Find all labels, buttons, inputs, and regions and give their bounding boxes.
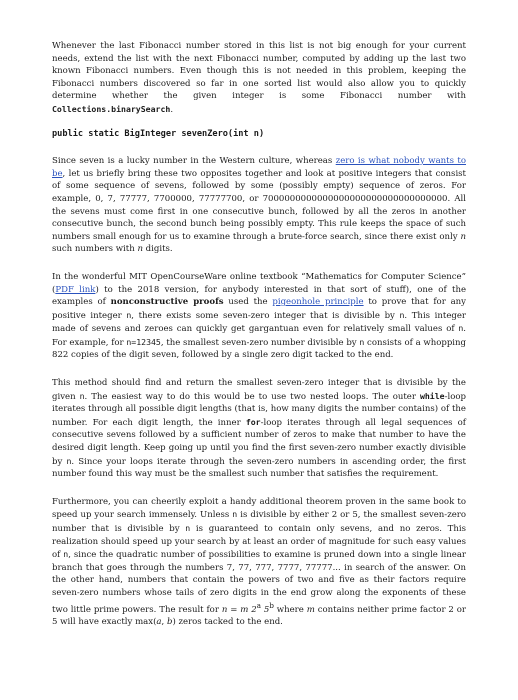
link-pigeonhole-principle[interactable]: pigeonhole principle [272, 297, 364, 308]
paragraph-theorem-speedup: Furthermore, you can cheerily exploit a handy additional theorem proven in the same book to speed up your search immensely. Unless n is divisible by either 2 or 5, the smallest seven-zero number that is divisible by n is guaranteed to contain only sevens, and no zeros. This realization should speed up your search by at least an order of magnitude for such easy values of n, since the quadratic number of possibilities to examine is pruned down into a single linear branch that goes through the numbers 7, 77, 777, 7777, 77777... in search of the answer. On the other hand, numbers that contain the powers of two and five as their factors require seven-zero numbers whose tails of zero digits in the end grow along the exponents of these two little prime powers. The result for n = m 2$^a$ 5$^b$ where m contains neither prime factor 2 or 5 will have exactly max(a, b) zeros tacked to the end. [52, 496, 467, 627]
link-zero-is-what-nobody-wants[interactable]: zero is what nobody wants to be [52, 156, 466, 179]
method-signature: public static BigInteger sevenZero(int n) [52, 128, 265, 139]
paragraph-lucky-seven: Since seven is a lucky number in the Western culture, whereas zero is what nobody wants to be, let us briefly bring these two opposites together and look at positive integers that consist of some sequence of sevens, followed by some (possibly empty) sequence of zeros. For example, 0, 7, 77777, 7700000, 77777700, or 7000000000000000000000000000000000. All the sevens must come first in one consecutive bunch, followed by all the zeros in another consecutive bunch, the second bunch being possibly empty. This rule keeps the space of such numbers small enough for us to examine through a brute-force search, since there exist only n such numbers with n digits. [52, 156, 466, 255]
paragraph-method-description: This method should find and return the smallest seven-zero integer that is divisible by the given n. The easiest way to do this would be to use two nested loops. The outer while-loop iterates through all possible digit lengths (that is, how many digits the number contains) of the number. For each digit length, the inner for-loop iterates through all legal sequences of consecutive sevens followed by a sufficient number of zeros to make that number to have the desired digit length. Keep going up until you find the first seven-zero number exactly divisible by n. Since your loops iterate through the seven-zero numbers in ascending order, the first number found this way must be the smallest such number that satisfies the requirement. [52, 378, 466, 480]
paragraph-mit-textbook: In the wonderful MIT OpenCourseWare online textbook “Mathematics for Computer Science” (PDF link) to the 2018 version, for anybody interested in that sort of stuff), one of the examples of nonconstructive proofs used the pigeonhole principle to prove that for any positive integer n, there exists some seven-zero integer that is divisible by n. This integer made of sevens and zeroes can quickly get gargantuan even for relatively small values of n. For example, for n=12345, the smallest seven-zero number divisible by n consists of a whopping 822 copies of the digit seven, followed by a single zero digit tacked to the end. [52, 271, 467, 361]
paragraph-fibonacci: Whenever the last Fibonacci number stored in this list is not big enough for your current needs, extend the list with the next Fibonacci number, computed by adding up the last two known Fibonacci numbers. Even though this is not needed in this problem, keeping the Fibonacci numbers discovered so far in one sorted list would also allow you to quickly determine whether the given integer is some Fibonacci number with Collections.binarySearch. [52, 41, 466, 115]
code-collections-binarysearch: Collections.binarySearch [52, 103, 171, 114]
document-page [52, 40, 466, 629]
link-pdf[interactable]: PDF link [55, 284, 96, 295]
